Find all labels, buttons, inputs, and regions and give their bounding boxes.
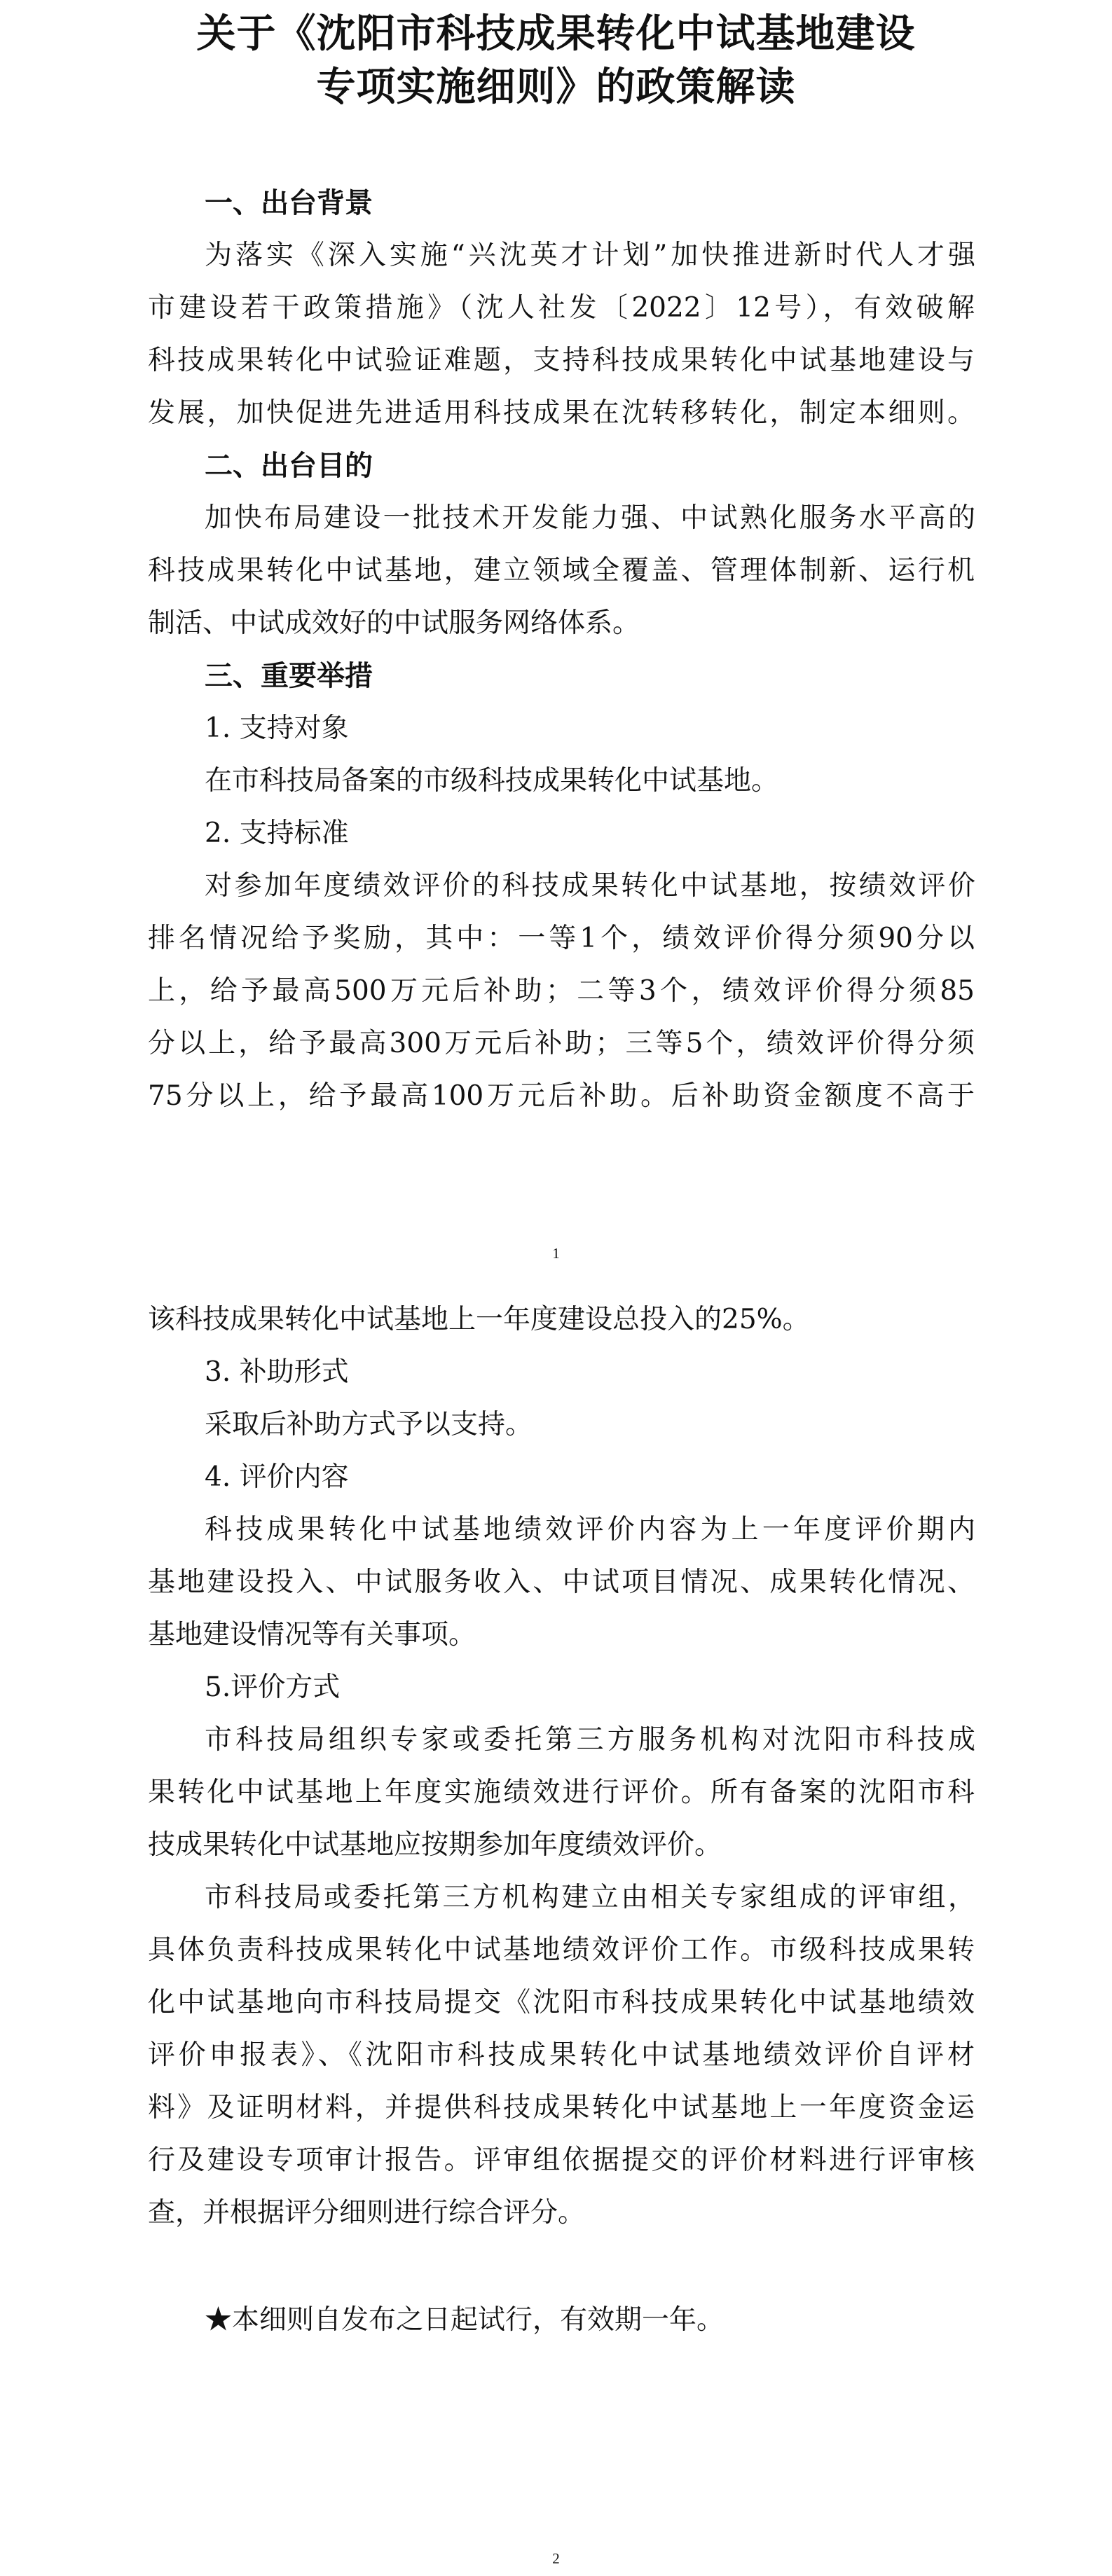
paragraph-line: 市科技局或委托第三方机构建立由相关专家组成的评审组， — [205, 1882, 975, 1913]
document-title-line-1: 关于《沈阳市科技成果转化中试基地建设 — [196, 11, 916, 57]
paragraph-line: 科技成果转化中试基地绩效评价内容为上一年度评价期内 — [205, 1514, 975, 1545]
paragraph-line: 市建设若干政策措施》（沈人社发〔2022〕12号），有效破解 — [148, 292, 975, 324]
item-1-heading: 1. 支持对象 — [205, 712, 349, 744]
page-number: 2 — [552, 2550, 560, 2567]
paragraph-line: 加快布局建设一批技术开发能力强、中试熟化服务水平高的 — [205, 502, 975, 534]
document-title-line-2: 专项实施细则》的政策解读 — [316, 64, 796, 110]
closing-note: ★本细则自发布之日起试行，有效期一年。 — [205, 2304, 725, 2336]
paragraph-line: 具体负责科技成果转化中试基地绩效评价工作。市级科技成果转 — [148, 1934, 975, 1966]
paragraph-line: 上，给予最高500万元后补助；二等3个，绩效评价得分须85 — [148, 975, 975, 1007]
paragraph-line: 采取后补助方式予以支持。 — [205, 1409, 533, 1440]
paragraph-line: 排名情况给予奖励，其中：一等1个，绩效评价得分须90分以 — [148, 923, 975, 954]
paragraph-line: 评价申报表》、《沈阳市科技成果转化中试基地绩效评价自评材 — [148, 2039, 975, 2071]
paragraph-line: 行及建设专项审计报告。评审组依据提交的评价材料进行评审核 — [148, 2144, 975, 2176]
paragraph-line: 科技成果转化中试验证难题，支持科技成果转化中试基地建设与 — [148, 345, 975, 376]
page-number: 1 — [552, 1245, 560, 1262]
document-page-2 — [0, 1288, 1112, 2576]
item-3-heading: 3. 补助形式 — [205, 1356, 349, 1388]
paragraph-line: 基地建设情况等有关事项。 — [148, 1619, 476, 1651]
paragraph-line: 在市科技局备案的市级科技成果转化中试基地。 — [205, 765, 779, 797]
paragraph-line: 基地建设投入、中试服务收入、中试项目情况、成果转化情况、 — [148, 1566, 975, 1598]
section-1-heading: 一、出台背景 — [205, 186, 373, 219]
item-5-heading: 5.评价方式 — [205, 1672, 341, 1703]
paragraph-line: 75分以上，给予最高100万元后补助。后补助资金额度不高于 — [148, 1080, 975, 1112]
paragraph-line: 制活、中试成效好的中试服务网络体系。 — [148, 607, 640, 639]
paragraph-line: 对参加年度绩效评价的科技成果转化中试基地，按绩效评价 — [205, 870, 975, 902]
item-2-heading: 2. 支持标准 — [205, 818, 349, 849]
paragraph-line: 分以上，给予最高300万元后补助；三等5个，绩效评价得分须 — [148, 1028, 975, 1059]
paragraph-line: 市科技局组织专家或委托第三方服务机构对沈阳市科技成 — [205, 1724, 975, 1756]
paragraph-line: 发展，加快促进先进适用科技成果在沈转移转化，制定本细则。 — [148, 397, 975, 429]
paragraph-line: 料》及证明材料，并提供科技成果转化中试基地上一年度资金运 — [148, 2092, 975, 2123]
item-4-heading: 4. 评价内容 — [205, 1461, 349, 1493]
section-2-heading: 二、出台目的 — [205, 449, 373, 482]
section-3-heading: 三、重要举措 — [205, 659, 373, 692]
paragraph-line: 化中试基地向市科技局提交《沈阳市科技成果转化中试基地绩效 — [148, 1987, 975, 2018]
paragraph-line: 查，并根据评分细则进行综合评分。 — [148, 2197, 586, 2229]
paragraph-line: 科技成果转化中试基地，建立领域全覆盖、管理体制新、运行机 — [148, 555, 975, 586]
paragraph-line: 技成果转化中试基地应按期参加年度绩效评价。 — [148, 1829, 722, 1861]
paragraph-line: 为落实《深入实施“兴沈英才计划”加快推进新时代人才强 — [205, 240, 975, 271]
paragraph-line: 果转化中试基地上年度实施绩效进行评价。所有备案的沈阳市科 — [148, 1777, 975, 1808]
paragraph-line: 该科技成果转化中试基地上一年度建设总投入的25%。 — [148, 1304, 810, 1335]
